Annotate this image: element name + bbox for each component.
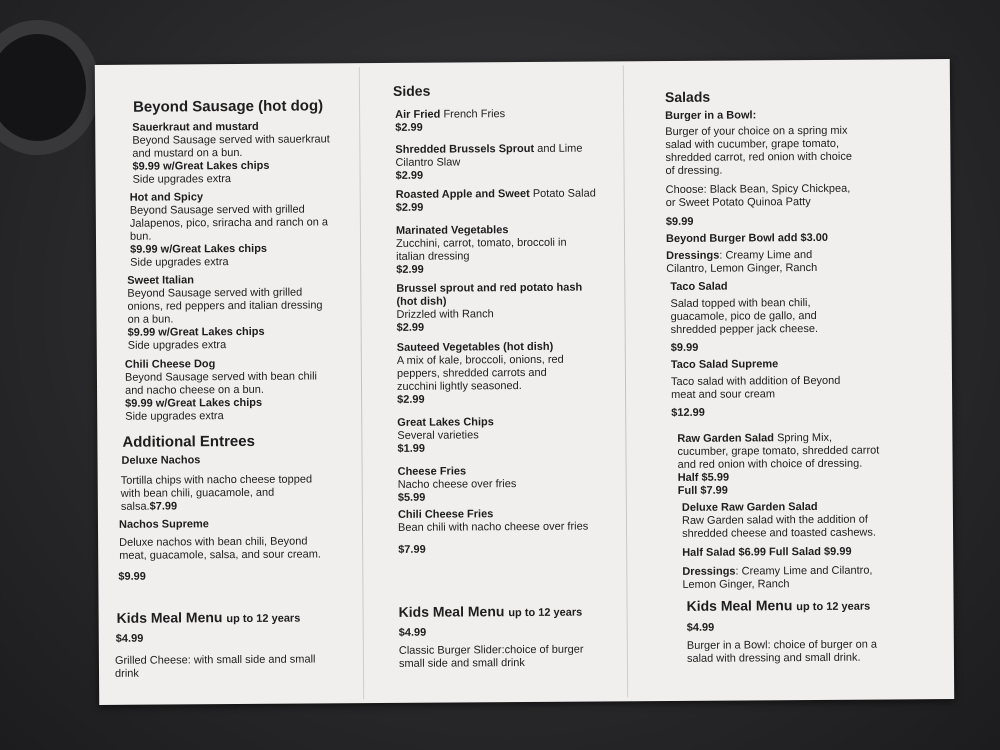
item-price: $2.99 [395, 169, 424, 182]
item-description: Beyond Sausage served with grilled onions, red peppers and italian dressing on a bun. [127, 286, 323, 326]
menu-sheet [95, 59, 954, 705]
menu-item [397, 341, 577, 407]
item-description: Several varieties [397, 429, 479, 442]
additional-entrees-heading: Additional Entrees [122, 432, 255, 451]
item-name: Brussel sprout and red potato hash (hot dish) [396, 281, 583, 308]
nachos-supreme-price: $9.99 [118, 570, 146, 583]
sides-heading: Sides [392, 82, 431, 99]
item-description: Spring Mix, cucumber, grape tomato, shredded carrot and red onion with choice of dressing. [677, 431, 880, 471]
dressings-label: Dressings [682, 565, 736, 578]
kids-meal-heading [399, 603, 583, 623]
beyond-sausage-heading: Beyond Sausage (hot dog) [133, 97, 324, 116]
menu-item [132, 120, 332, 186]
item-name: Sweet Italian [127, 274, 194, 287]
item-price: $2.99 [396, 321, 425, 334]
item-price: $5.99 [397, 491, 426, 504]
menu-item [127, 273, 333, 352]
kids-meal-age: up to 12 years [508, 606, 583, 620]
menu-item [396, 187, 606, 214]
deluxe-raw-garden-salad [682, 501, 883, 592]
item-price: $9.99 w/Great Lakes chips [127, 325, 265, 339]
menu-item [396, 223, 596, 276]
kids-meal-price: $4.99 [115, 632, 144, 645]
item-note: Side upgrades extra [132, 173, 232, 186]
item-name-rest: and Lime Cilantro Slaw [395, 142, 583, 169]
item-name: Shredded Brussels Sprout [395, 142, 535, 156]
kids-meal-desc: Grilled Cheese: with small side and small drink [114, 653, 316, 680]
item-description: Tortilla chips with nacho cheese topped with bean chili, guacamole, and salsa. [120, 473, 313, 513]
item-description: Zucchini, carrot, tomato, broccoli in italian dressing [395, 236, 567, 263]
item-description: Nacho cheese over fries [397, 478, 517, 491]
item-note: Side upgrades extra [127, 339, 227, 352]
dressings-label: Dressings [666, 249, 720, 263]
kids-meal-age: up to 12 years [226, 612, 301, 626]
item-name: Deluxe Raw Garden Salad [681, 500, 818, 514]
item-description: Beyond Sausage served with bean chili and nacho cheese on a bun. [124, 370, 318, 397]
beyond-bowl-addon: Beyond Burger Bowl add $3.00 [665, 231, 829, 246]
full-price: Full $7.99 [677, 484, 728, 497]
item-description: Beyond Sausage served with grilled Jalapenos, pico, sriracha and ranch on a bun. [129, 203, 329, 243]
kids-meal-heading [687, 597, 871, 617]
kids-meal-title: Kids Meal Menu [686, 597, 793, 614]
item-name: Great Lakes Chips [397, 416, 494, 429]
nachos-supreme-name: Nachos Supreme [118, 518, 209, 531]
item-description: Drizzled with Ranch [396, 308, 494, 321]
item-price: $9.99 w/Great Lakes chips [132, 159, 270, 173]
menu-item [397, 415, 597, 455]
kids-meal-price: $4.99 [398, 626, 427, 639]
menu-item [395, 108, 595, 135]
salads-heading: Salads [664, 88, 711, 106]
item-price: $2.99 [397, 393, 425, 406]
item-description: Burger of your choice on a spring mix salad with cucumber, grape tomato, shredded carrot, red onion with choice of dressing. [665, 124, 852, 178]
nachos-supreme-desc: Deluxe nachos with bean chili, Beyond meat, guacamole, salsa, and sour cream. [119, 535, 322, 562]
kids-meal-age: up to 12 years [796, 600, 871, 614]
item-price: $7.99 [398, 543, 426, 556]
half-price: Half $5.99 [677, 471, 730, 484]
middle-column [359, 61, 627, 703]
menu-item [398, 507, 608, 556]
deluxe-nachos-name: Deluxe Nachos [121, 454, 201, 467]
item-name: Burger in a Bowl: [665, 109, 757, 123]
left-column [95, 63, 363, 705]
item-name: Air Fried [395, 108, 441, 121]
item-price: $9.99 [665, 215, 694, 229]
item-price: $7.99 [149, 500, 178, 513]
item-name: Chili Cheese Dog [124, 358, 216, 371]
menu-item [396, 281, 601, 334]
kids-meal-title: Kids Meal Menu [398, 603, 505, 620]
menu-item [398, 464, 598, 504]
menu-item [125, 357, 330, 423]
kids-meal-heading [117, 609, 301, 629]
item-price: $2.99 [395, 121, 423, 134]
taco-supreme-name: Taco Salad Supreme [670, 358, 779, 371]
item-description: Raw Garden salad with the addition of shredded cheese and toasted cashews. [681, 513, 876, 540]
item-name: Hot and Spicy [129, 191, 204, 204]
item-description: Beyond Sausage served with sauerkraut and mustard on a bun. [132, 133, 330, 160]
dressings-text: : Creamy Lime and Cilantro, Lemon Ginger, Ranch [666, 248, 818, 276]
kids-meal-desc: Burger in a Bowl: choice of burger on a salad with dressing and small drink. [686, 638, 878, 665]
deluxe-nachos-desc [121, 473, 316, 513]
item-name: Marinated Vegetables [395, 224, 509, 237]
item-price: $9.99 [670, 341, 699, 354]
item-prices: Half Salad $6.99 Full Salad $9.99 [682, 545, 852, 559]
item-name: Sauteed Vegetables (hot dish) [396, 340, 554, 354]
taco-salad [670, 280, 866, 420]
item-price: $2.99 [396, 263, 424, 276]
item-name-rest: Potato Salad [529, 187, 596, 200]
item-name: Sauerkraut and mustard [132, 120, 259, 134]
burger-bowl [665, 109, 856, 276]
item-name: Roasted Apple and Sweet [395, 187, 530, 201]
item-name: Raw Garden Salad [677, 432, 775, 445]
item-price: $9.99 w/Great Lakes chips [130, 242, 268, 256]
raw-garden-salad [677, 432, 882, 498]
item-description: Salad topped with bean chili, guacamole, pico de gallo, and shredded pepper jack cheese. [670, 297, 819, 336]
kids-meal-title: Kids Meal Menu [116, 609, 223, 626]
item-choices: Choose: Black Bean, Spicy Chickpea, or Sweet Potato Quinoa Patty [665, 182, 851, 210]
item-name-rest: French Fries [440, 108, 506, 121]
item-name: Chili Cheese Fries [397, 508, 494, 521]
item-description: A mix of kale, broccoli, onions, red peppers, shredded carrots and zucchini lightly seasoned. [396, 353, 564, 393]
item-note: Side upgrades extra [130, 256, 229, 269]
dressings-text: : Creamy Lime and Cilantro, Lemon Ginger, Ranch [682, 564, 873, 591]
taco-supreme-desc: Taco salad with addition of Beyond meat and sour cream [670, 374, 841, 401]
kids-meal-desc: Classic Burger Slider:choice of burger small side and small drink [398, 643, 584, 670]
item-price: $2.99 [395, 201, 424, 214]
item-description: Bean chili with nacho cheese over fries [397, 520, 589, 534]
taco-supreme-price: $12.99 [671, 406, 705, 419]
kids-meal-price: $4.99 [686, 621, 715, 634]
item-name: Cheese Fries [397, 465, 467, 478]
right-column [623, 59, 954, 701]
menu-item [395, 143, 585, 183]
item-note: Side upgrades extra [125, 410, 224, 423]
menu-item [130, 190, 331, 269]
item-name: Taco Salad [670, 280, 728, 293]
item-price: $1.99 [397, 442, 426, 455]
item-price: $9.99 w/Great Lakes chips [125, 396, 263, 410]
